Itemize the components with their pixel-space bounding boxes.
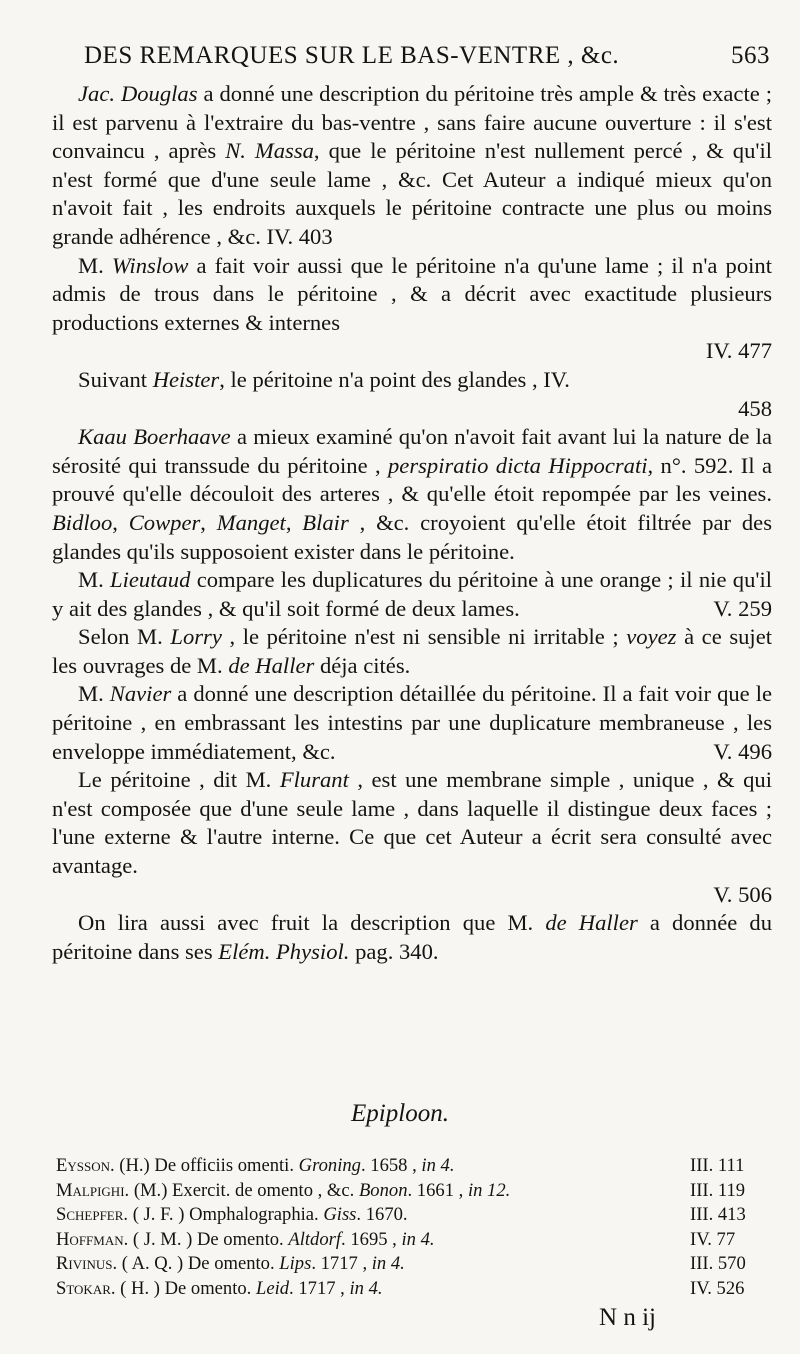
citation-ref: 458: [738, 395, 772, 421]
text-run: compare les duplicatures du péritoine à une orange ; il nie qu'il y ait des glandes , & qu'il soit formé de deux lames.: [52, 567, 772, 621]
italic-name: Flurant: [279, 767, 349, 793]
text-run: a fait voir aussi que le péritoine n'a qu'une lame ; il n'a point admis de trous dans le péritoine , & a décrit avec exactitude plusieurs productions externes & internes: [52, 252, 772, 335]
paragraph: [52, 766, 772, 880]
text-run: M.: [78, 681, 110, 707]
text-run: M.: [78, 252, 112, 278]
text-run: Suivant: [78, 366, 153, 392]
paragraph: [52, 252, 772, 338]
italic-name: Heister: [152, 366, 220, 392]
bibliography-entry: [56, 1278, 770, 1303]
running-title: DES REMARQUES SUR LE BAS-VENTRE , &c.: [84, 42, 620, 69]
bib-place: Leid: [255, 1277, 290, 1299]
text-run: ,: [112, 509, 129, 535]
section-title-epiploon: Epiploon.: [351, 1100, 449, 1127]
bib-place: Lips: [279, 1253, 312, 1275]
bib-author: Eysson. (H.): [56, 1155, 150, 1176]
text-run: ,: [200, 509, 217, 535]
bibliography-citation: [56, 1204, 408, 1229]
italic-name: Navier: [109, 681, 172, 707]
bibliography-entry: [56, 1180, 770, 1205]
bib-title: De omento.: [192, 1228, 289, 1250]
bib-year: . 1661 ,: [407, 1179, 468, 1201]
main-text: [52, 80, 772, 966]
bib-format: in 12.: [467, 1179, 511, 1201]
bib-author: Schepfer. ( J. F. ): [56, 1204, 185, 1226]
text-run: On lira aussi avec fruit la description que M.: [78, 910, 546, 936]
bibliography-entry: [56, 1253, 770, 1278]
italic-name: Bidloo: [52, 509, 113, 535]
bib-year: . 1658 ,: [360, 1155, 422, 1176]
bib-author: Stokar. ( H. ): [56, 1277, 160, 1299]
signature-mark: N n ij: [599, 1304, 656, 1331]
paragraph: [52, 680, 772, 766]
italic-name: Blair: [302, 509, 349, 535]
text-run: , &c. croyoient qu'elle étoit filtrée par des glandes qu'ils supposoient exister dans le péritoine.: [52, 509, 772, 564]
bib-volume-ref: III. 119: [690, 1179, 746, 1201]
bibliography-citation: [56, 1155, 454, 1180]
italic-name: de Haller: [545, 910, 638, 936]
text-run: Selon M.: [78, 624, 171, 650]
citation-ref: IV. 477: [705, 338, 772, 364]
italic-name: Kaau Boerhaave: [78, 424, 231, 450]
italic-name: N. Massa: [225, 138, 314, 164]
bib-title: De omento.: [159, 1277, 256, 1299]
bib-year: . 1670.: [356, 1204, 408, 1226]
paragraph: [52, 909, 772, 966]
paragraph: [52, 80, 772, 252]
italic-name: Winslow: [111, 252, 189, 278]
bib-author: Rivinus. ( A. Q. ): [56, 1253, 184, 1275]
bib-volume-ref: IV. 77: [690, 1228, 736, 1250]
text-run: à ce sujet les ouvrages de M.: [52, 624, 773, 678]
italic-name: Cowper: [128, 509, 201, 535]
bibliography-list: [56, 1155, 770, 1303]
text-run: a donné une description du péritoine très ample & très exacte ; il est parvenu à l'extraire du bas-ventre , sans faire aucune ouverture : il s'est convaincu , après: [52, 81, 772, 164]
text-run: déja cités.: [314, 652, 411, 678]
bibliography-citation: [56, 1180, 510, 1205]
bib-title: Exercit. de omento , &c.: [167, 1179, 359, 1201]
bib-place: Groning: [298, 1155, 361, 1176]
text-run: , le péritoine n'est ni sensible ni irritable ;: [221, 624, 627, 650]
text-run: M.: [78, 567, 111, 593]
bib-year: . 1695 ,: [341, 1228, 402, 1250]
bibliography-entry: [56, 1204, 770, 1229]
bib-author: Hoffman. ( J. M. ): [56, 1228, 193, 1250]
paragraph: [52, 423, 772, 566]
bib-year: . 1717 ,: [311, 1253, 372, 1275]
paragraph: [52, 623, 772, 680]
italic-name: Elém. Physiol.: [218, 938, 350, 964]
bibliography-entry: [56, 1155, 770, 1180]
paragraph: [52, 566, 772, 623]
citation-ref: V. 506: [713, 881, 772, 907]
bib-format: in 4.: [349, 1277, 383, 1299]
bib-place: Bonon: [358, 1179, 408, 1201]
text-run: a mieux examiné qu'on n'avoit fait avant lui la nature de la sérosité qui transsude du péritoine ,: [52, 424, 772, 478]
text-run: Le péritoine , dit M.: [78, 767, 280, 793]
bib-volume-ref: III. 413: [690, 1204, 746, 1226]
text-run: , est une membrane simple , unique , & qui n'est composée que d'une seule lame , dans laquelle il distingue deux faces ; l'une externe & l'autre interne. Ce que cet Auteur a écrit sera consulté avec avantage.: [52, 767, 772, 879]
italic-name: Jac. Douglas: [78, 81, 198, 106]
citation-ref: V. 259: [713, 595, 772, 621]
italic-name: Lorry: [170, 624, 222, 650]
text-run: , n°. 592. Il a prouvé qu'elle découloit des arteres , & qu'elle étoit repompée par les veines.: [52, 452, 772, 507]
text-run: a donné une description détaillée du péritoine. Il a fait voir que le péritoine , en embrassant les intestins par une duplicature membraneuse , les enveloppe immédiatement, &c.: [52, 681, 773, 764]
italic-name: perspiratio dicta Hippocrati: [388, 452, 648, 478]
bib-title: Omphalographia.: [184, 1204, 324, 1226]
bib-title: De officiis omenti.: [149, 1155, 299, 1176]
bibliography-citation: [56, 1278, 383, 1303]
italic-name: Manget: [216, 509, 286, 535]
bib-title: De omento.: [183, 1253, 280, 1275]
bib-place: Giss: [323, 1204, 357, 1226]
bib-volume-ref: III. 570: [690, 1253, 746, 1275]
text-run: ,: [285, 509, 303, 535]
bibliography-entry: [56, 1229, 770, 1254]
text-run: , que le péritoine n'est nullement percé , & qu'il n'est formé que d'une seule lame , &c. Cet Auteur a indiqué mieux qu'on n'avoit fait , les endroits auxquels le péritoine contracte une plus ou moins grande adhérence , &c. IV. 403: [52, 138, 772, 249]
text-run: a donnée du péritoine dans ses: [52, 910, 772, 964]
bib-volume-ref: IV. 526: [690, 1277, 745, 1299]
bib-volume-ref: III. 111: [690, 1155, 745, 1176]
italic-name: voyez: [626, 624, 677, 650]
text-run: , le péritoine n'a point des glandes , IV.: [219, 366, 570, 392]
bibliography-citation: [56, 1229, 435, 1254]
bib-format: in 4.: [371, 1253, 405, 1275]
bib-format: in 4.: [401, 1228, 435, 1250]
bib-format: in 4.: [421, 1155, 455, 1176]
page-number: 563: [731, 42, 770, 69]
paragraph: [52, 366, 772, 395]
bib-year: . 1717 ,: [289, 1277, 350, 1299]
bib-place: Altdorf: [288, 1228, 342, 1250]
italic-name: de Haller: [228, 652, 315, 678]
italic-name: Lieutaud: [110, 567, 191, 593]
running-header: [84, 42, 770, 70]
bibliography-citation: [56, 1253, 405, 1278]
bib-author: Malpighi. (M.): [56, 1179, 168, 1201]
text-run: pag. 340.: [349, 938, 439, 964]
citation-ref: V. 496: [713, 738, 772, 764]
